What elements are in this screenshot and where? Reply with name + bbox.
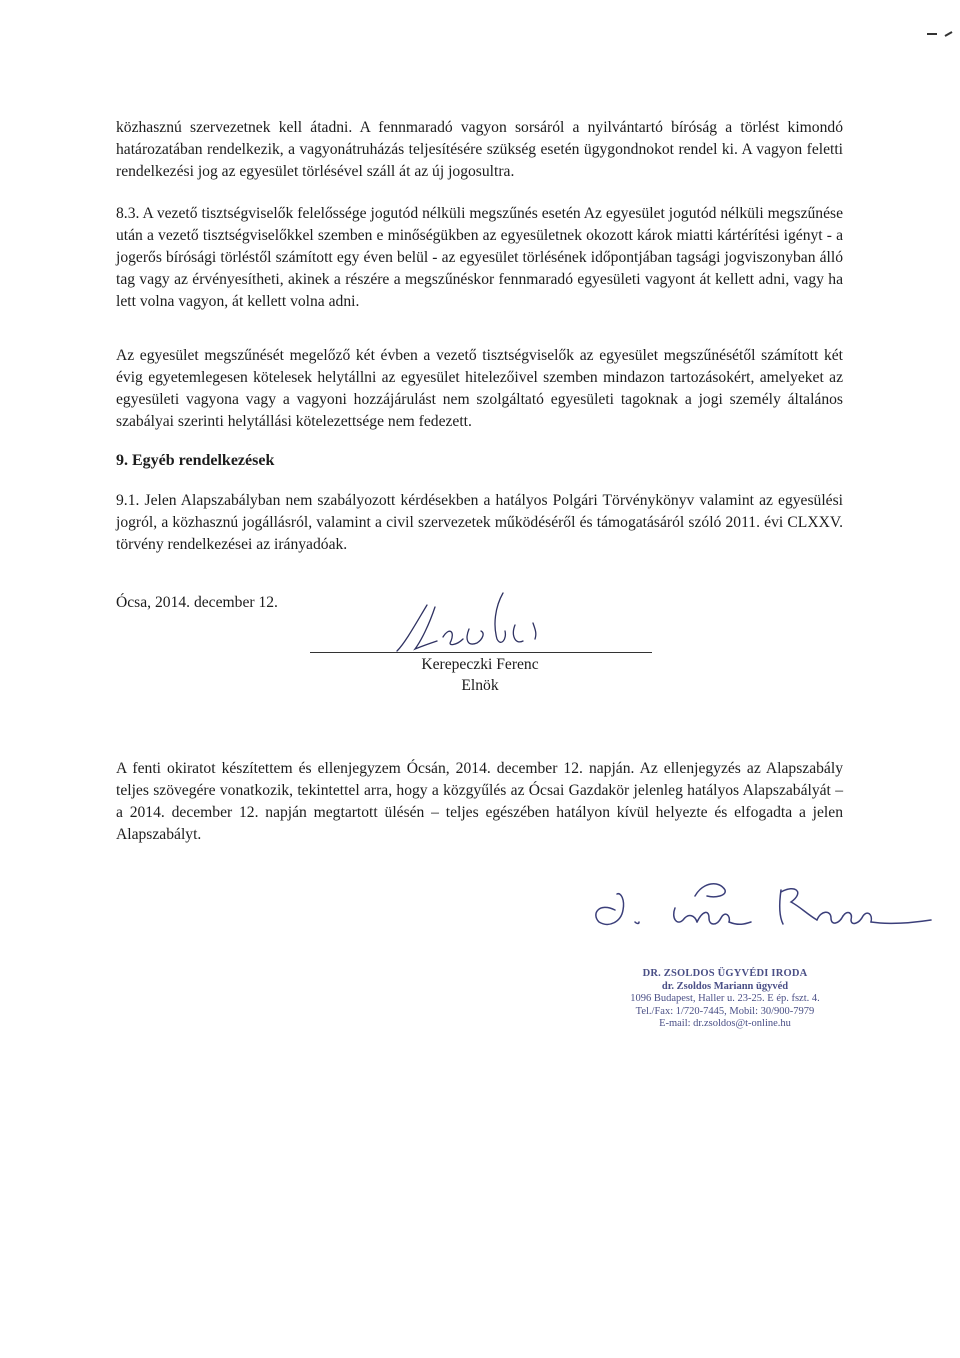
signature-line: [310, 652, 652, 653]
signer-name: Kerepeczki Ferenc: [421, 656, 539, 673]
section-9-1-paragraph: 9.1. Jelen Alapszabályban nem szabályozott kérdésekben a hatályos Polgári Törvénykönyv valamint az egyesülési jogról, a közhasznú jogállásról, valamint a civil szervezetek működéséről és támogatásáról szóló 2011. évi CLXXV. törvény rendelkezései az irányadóak.: [116, 492, 843, 553]
stamp-lawyer-name: dr. Zsoldos Mariann ügyvéd: [661, 980, 789, 992]
stamp-office-name: DR. ZSOLDOS ÜGYVÉDI IRODA: [642, 968, 808, 979]
stamp-address: 1096 Budapest, Haller u. 23-25. E ép. fszt. 4.: [630, 993, 820, 1004]
scan-mark: [925, 28, 955, 40]
stamp-email: E-mail: dr.zsoldos@t-online.hu: [659, 1018, 791, 1029]
signer-role: Elnök: [461, 677, 499, 694]
section-9-heading: 9. Egyéb rendelkezések: [116, 452, 275, 469]
stamp-phone: Tel./Fax: 1/720-7445, Mobil: 30/900-7979: [635, 1005, 815, 1017]
countersign-paragraph: A fenti okiratot készítettem és ellenjegyzem Ócsán, 2014. december 12. napján. Az ellenjegyzés az Alapszabály teljes szövegére vonatkozik, tekintettel arra, hogy a közgyűlés az Ócsai Gazdakör jelenleg hatályos Alapszabályát – a 2014. december 12. napján megtartott ülésén – teljes egészében hatályon kívül helyezte és elfogadta a jelen Alapszabályt.: [116, 760, 843, 843]
president-signature: [385, 585, 585, 665]
section-8-3-paragraph: 8.3. A vezető tisztségviselők felelőssége jogutód nélküli megszűnés esetén Az egyesület jogutód nélküli megszűnése után a vezető tisztségviselőkkel szemben e minőségükben az egyesületnek okozott károk miatti kártérítési igényt - a jogerős bírósági törléstől számított egy éven belül - az egyesület törlésének időpontjában tagsági jogviszonyban álló tag vagy az érvényesítheti, akinek a részére a megszűnéskor fennmaradó egyesületi vagyont át kellett adni, vagy ha lett volna vagyon, át kellett volna adni.: [116, 205, 843, 310]
intro-paragraph: közhasznú szervezetnek kell átadni. A fennmaradó vagyon sorsáról a nyilvántartó bíróság a törlést kimondó határozatában rendelkezik, a vagyonátruházás teljesítésére szükség esetén ügygondnokot rendel ki. A vagyon feletti rendelkezési jog az egyesület törlésével száll át az új jogosultra.: [116, 119, 843, 180]
liability-paragraph: Az egyesület megszűnését megelőző két évben a vezető tisztségviselők az egyesület megszűnésétől számított két évig egyetemlegesen kötelesek helytállni az egyesület hitelezőivel szemben mindazon tartozásokért, amelyeket az egyesületi vagyona vagy a vagyoni hozzájárulást nem szolgáltató egyesületi tagoknak a jogi személy általános szabályai szerinti helytállási kötelezettsége nem fedezett.: [116, 347, 843, 430]
law-office-stamp: [575, 968, 875, 1031]
place-date: Ócsa, 2014. december 12.: [116, 594, 278, 611]
lawyer-signature: [585, 870, 955, 950]
